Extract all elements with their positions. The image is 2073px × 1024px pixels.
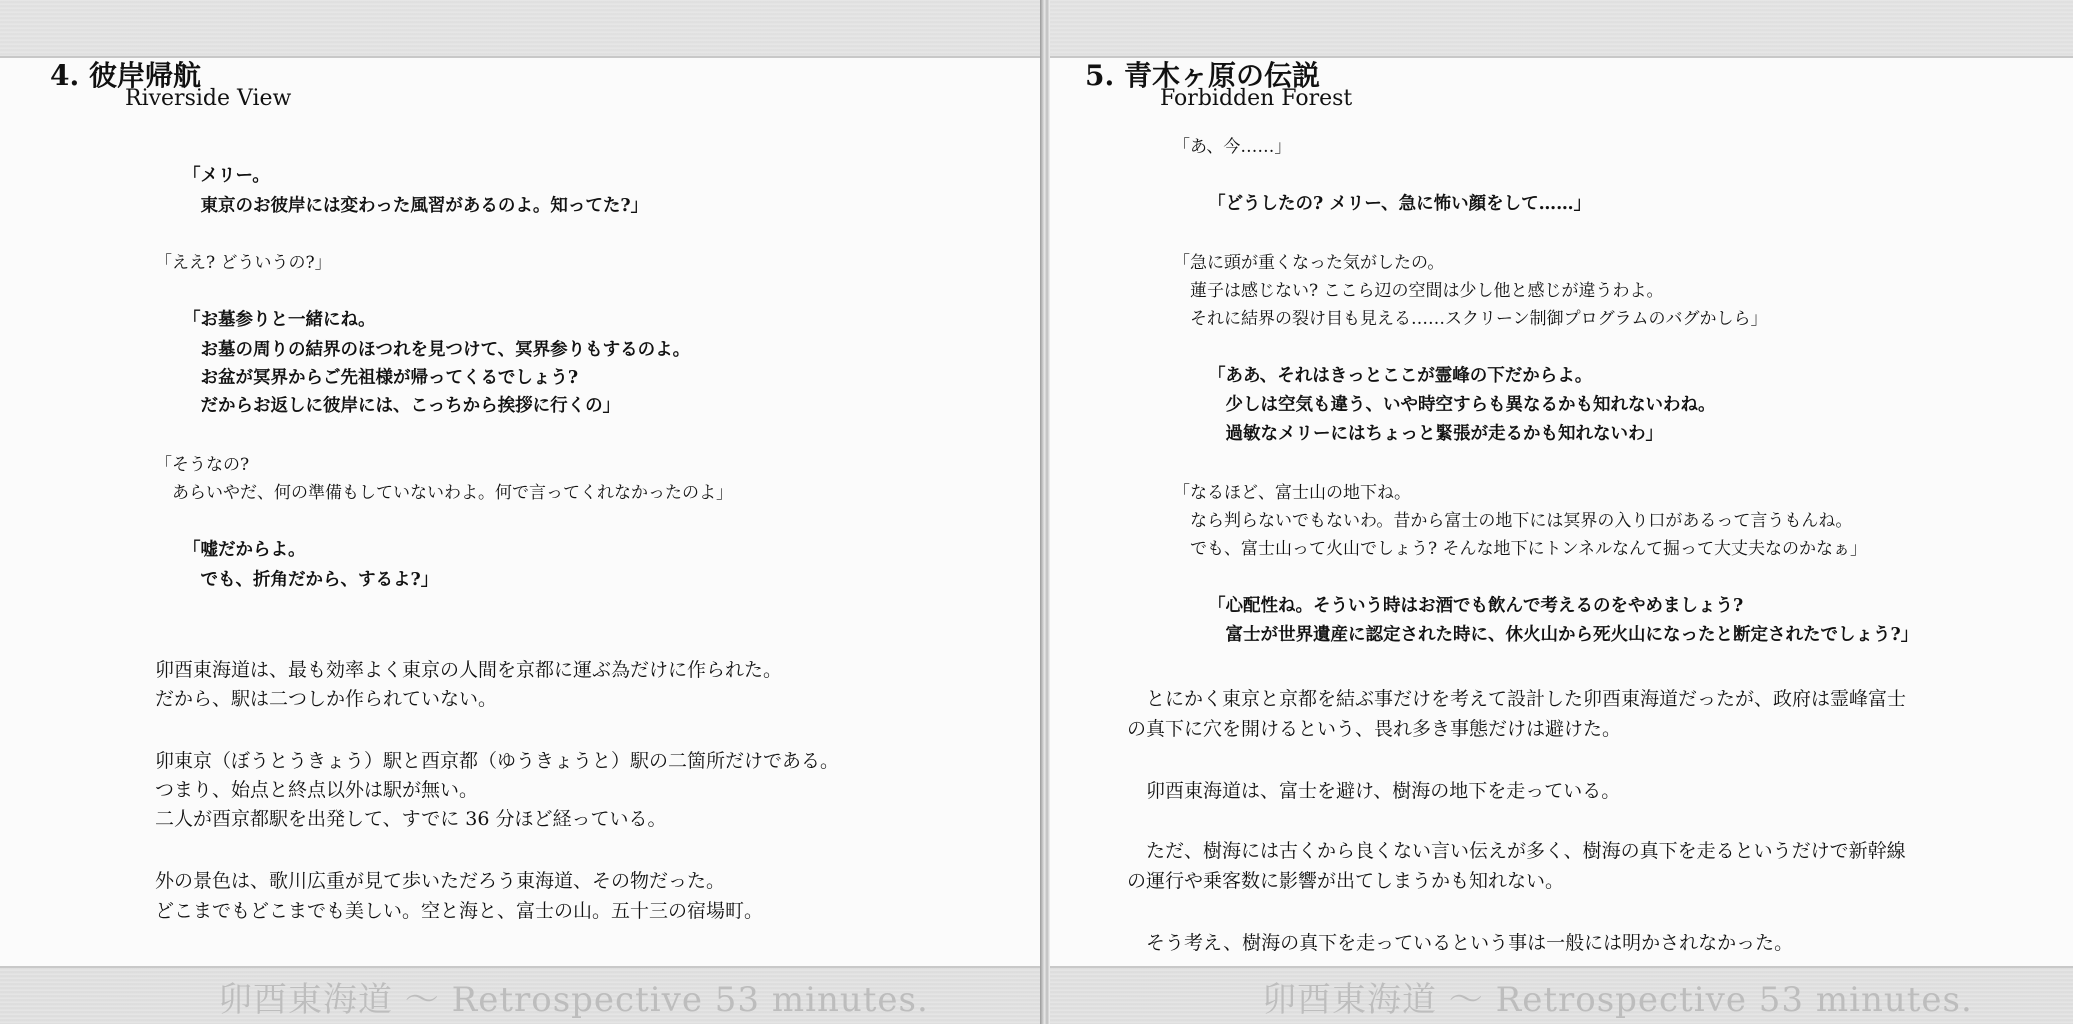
prose-line: そう考え、樹海の真下を走っているという事は一般には明かされなかった。 (1127, 932, 1794, 954)
dialogue-line: それに結界の裂け目も見える……スクリーン制御プログラムのバグかしら」 (1173, 309, 1768, 329)
dialogue-line: 少しは空気も違う、いや時空すらも異なるかも知れないわね。 (1208, 395, 1716, 415)
prose-line: ただ、樹海には古くから良くない言い伝えが多く、樹海の真下を走るというだけで新幹線 (1127, 840, 1906, 862)
book-spine (1040, 0, 1050, 1024)
dialogue-line: 蓮子は感じない? ここら辺の空間は少し他と感じが違うわよ。 (1173, 281, 1664, 301)
dialogue-line: 東京のお彼岸には変わった風習があるのよ。知ってた?」 (183, 196, 649, 216)
prose-line: だから、駅は二つしか作られていない。 (155, 688, 498, 710)
dialogue-line: なら判らないでもないわ。昔から富士の地下には冥界の入り口があるって言うもんね。 (1173, 511, 1853, 531)
prose-line: の運行や乗客数に影響が出てしまうかも知れない。 (1127, 870, 1565, 892)
page-footer: 卯酉東海道 〜 Retrospective 53 minutes. (1262, 980, 1973, 1020)
dialogue-line: お盆が冥界からご先祖様が帰ってくるでしょう? (183, 368, 579, 388)
dialogue-line: 「お墓参りと一緒にね。 (183, 310, 376, 330)
track-number: 4. (50, 59, 80, 92)
track-subtitle: Riverside View (125, 86, 292, 111)
dialogue-line: 「急に頭が重くなった気がしたの。 (1173, 253, 1445, 273)
dialogue-line: だからお返しに彼岸には、こっちから挨拶に行くの」 (183, 396, 621, 416)
dialogue-line: 「嘘だからよ。 (183, 540, 306, 560)
track-name: 青木ヶ原の伝説 (1123, 59, 1320, 92)
prose-line: 卯東京（ぼうとうきょう）駅と酉京都（ゆうきょうと）駅の二箇所だけである。 (155, 750, 840, 772)
page-footer: 卯酉東海道 〜 Retrospective 53 minutes. (218, 980, 929, 1020)
dialogue-line: 「メリー。 (183, 166, 270, 186)
dialogue-line: 「そうなの? (155, 455, 250, 475)
prose-line: 卯酉東海道は、富士を避け、樹海の地下を走っている。 (1127, 780, 1621, 802)
prose-line: 卯酉東海道は、最も効率よく東京の人間を京都に運ぶ為だけに作られた。 (155, 659, 783, 681)
dialogue-line: 「あ、今……」 (1173, 137, 1292, 157)
dialogue-line: 「ええ? どういうの?」 (155, 253, 332, 273)
dialogue-line: 富士が世界遺産に認定された時に、休火山から死火山になったと断定されたでしょう?」 (1208, 625, 1919, 645)
right-page (1047, 0, 2073, 1024)
dialogue-line: 「心配性ね。そういう時はお酒でも飲んで考えるのをやめましょう? (1208, 596, 1744, 616)
prose-line: 二人が酉京都駅を出発して、すでに 36 分ほど経っている。 (155, 808, 667, 830)
track-subtitle: Forbidden Forest (1160, 86, 1353, 111)
dialogue-line: でも、折角だから、するよ?」 (183, 570, 439, 590)
prose-line: つまり、始点と終点以外は駅が無い。 (155, 779, 479, 801)
prose-line: とにかく東京と京都を結ぶ事だけを考えて設計した卯酉東海道だったが、政府は霊峰富士 (1127, 688, 1907, 710)
dialogue-line: 「どうしたの? メリー、急に怖い顔をして……」 (1208, 194, 1592, 214)
dialogue-line: でも、富士山って火山でしょう? そんな地下にトンネルなんて掘って大丈夫なのかなぁ」 (1173, 539, 1868, 559)
dialogue-line: 「なるほど、富士山の地下ね。 (1173, 483, 1411, 503)
dialogue-line: 過敏なメリーにはちょっと緊張が走るかも知れないわ」 (1208, 424, 1663, 444)
prose-line: 外の景色は、歌川広重が見て歩いただろう東海道、その物だった。 (155, 870, 726, 892)
dialogue-line: お墓の周りの結界のほつれを見つけて、冥界参りもするのよ。 (183, 340, 691, 360)
prose-line: の真下に穴を開けるという、畏れ多き事態だけは避けた。 (1127, 718, 1622, 740)
top-band (0, 0, 1043, 58)
dialogue-line: あらいやだ、何の準備もしていないわよ。何で言ってくれなかったのよ」 (155, 483, 733, 503)
track-name: 彼岸帰航 (88, 59, 201, 92)
prose-line: どこまでもどこまでも美しい。空と海と、富士の山。五十三の宿場町。 (155, 900, 764, 922)
dialogue-line: 「ああ、それはきっとここが霊峰の下だからよ。 (1208, 366, 1593, 386)
track-number: 5. (1085, 59, 1115, 92)
top-band (1047, 0, 2073, 58)
